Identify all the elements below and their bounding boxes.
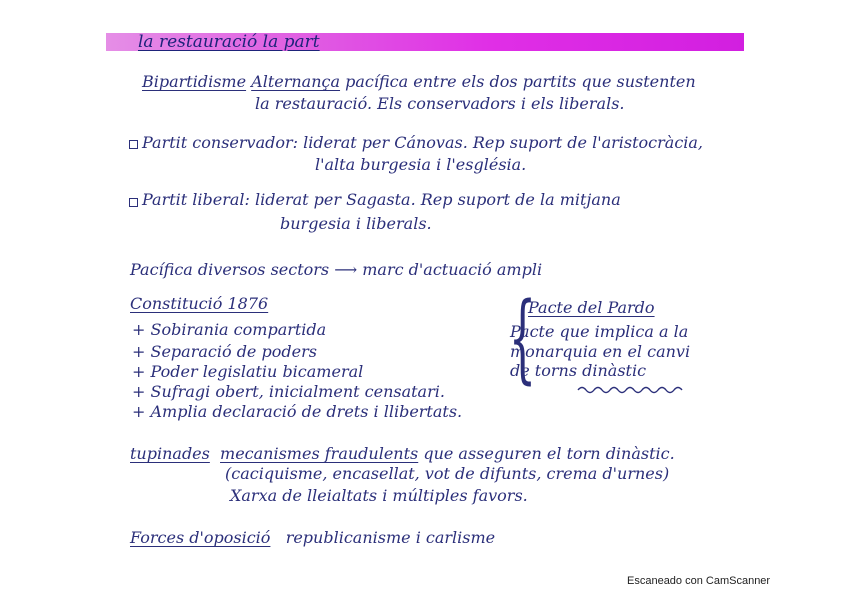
opposition-line [130,528,495,548]
tupinades-line-1 [130,444,675,464]
scanner-watermark: Escaneado con CamScanner [627,575,771,587]
squiggle-underline [576,384,686,396]
pact-line: Pacte que implica a la [510,322,689,341]
pact-heading: Pacte del Pardo [528,298,655,317]
constitution-item: + Poder legislatiu bicameral [132,362,364,381]
intro-line1-rest: pacífica entre els dos partits que sustenten [345,72,696,91]
intro-label: Bipartidisme [142,72,247,91]
brace-icon: { [508,282,537,394]
intro-term: Alternança [251,72,341,91]
party-liberal-line-1: Partit liberal: liderat per Sagasta. Rep suport de la mitjana [142,190,621,209]
page-title: la restauració la part [138,32,320,52]
party-conservative-line-2: l'alta burgesia i l'església. [315,155,527,174]
tupinades-label: tupinades [130,444,210,463]
tupinades-line-3: Xarxa de lleialtats i múltiples favors. [230,486,528,505]
tupinades-line-2: (caciquisme, encasellat, vot de difunts, crema d'urnes) [225,464,670,483]
pact-line: de torns dinàstic [510,361,647,380]
constitution-heading: Constitució 1876 [130,294,269,313]
party-liberal-line-2: burgesia i liberals. [280,214,432,233]
opposition-label: Forces d'oposició [130,528,271,547]
pact-line: monarquia en el canvi [510,342,691,361]
pacific-line: Pacífica diversos sectors ⟶ marc d'actuació ampli [130,260,543,279]
tupinades-term: mecanismes fraudulents [220,444,419,463]
constitution-item: + Separació de poders [132,342,317,361]
constitution-item: + Amplia declaració de drets i llibertats. [132,402,463,421]
opposition-text: republicanisme i carlisme [285,528,496,547]
intro-line-1 [142,72,696,92]
checkbox-icon [129,140,138,149]
intro-line-2: la restauració. Els conservadors i els liberals. [255,94,625,113]
checkbox-icon [129,198,138,207]
tupinades-line1-rest: que asseguren el torn dinàstic. [423,444,675,463]
party-conservative-line-1: Partit conservador: liderat per Cánovas. Rep suport de l'aristocràcia, [142,133,704,152]
constitution-item: + Sufragi obert, inicialment censatari. [132,382,445,401]
constitution-item: + Sobirania compartida [132,320,327,339]
